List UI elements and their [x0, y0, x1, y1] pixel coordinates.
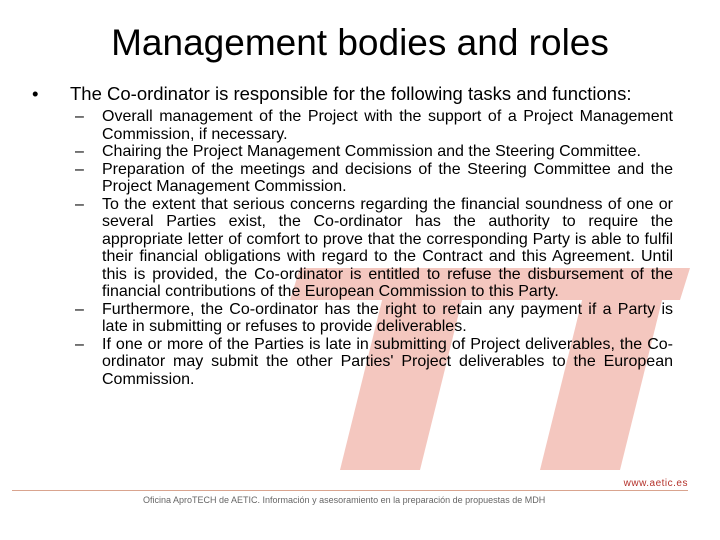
dash-marker: – [75, 108, 84, 125]
list-item [75, 301, 673, 336]
intro-bullet [32, 83, 692, 105]
dash-marker: – [75, 195, 84, 213]
footer-divider [12, 490, 688, 491]
dash-marker: – [75, 160, 84, 178]
list-item [75, 336, 673, 389]
dash-marker: – [75, 300, 84, 318]
list-item [75, 108, 673, 143]
bullet-marker: • [32, 83, 39, 104]
task-text: Preparation of the meetings and decisions of the Steering Committee and the Project Management Commission. [102, 160, 673, 195]
task-text: To the extent that serious concerns regarding the financial soundness of one or several Parties exist, the Co-ordinator has the authority to require the appropriate letter of comfort to prove that the corresponding Party is able to fulfil their financial obligations with regard to the Contract and this Agreement. Until this is provided, the Co-ordinator is entitled to refuse the disbursement of the financial contributions of the European Commission to this Party. [102, 195, 673, 300]
list-item [75, 161, 673, 196]
list-item [75, 196, 673, 301]
intro-text: The Co-ordinator is responsible for the following tasks and functions: [70, 83, 632, 104]
task-text: Furthermore, the Co-ordinator has the right to retain any payment if a Party is late in submitting or refuses to provide deliverables. [102, 300, 673, 335]
footer-text: Oficina AproTECH de AETIC. Información y asesoramiento en la preparación de propuestas de MDH [143, 495, 546, 505]
list-item [75, 143, 673, 161]
task-text: Overall management of the Project with the support of a Project Management Commission, if necessary. [102, 108, 673, 143]
slide-title: Management bodies and roles [111, 22, 609, 63]
dash-marker: – [75, 143, 84, 160]
task-list [75, 108, 673, 388]
footer-url: www.aetic.es [623, 478, 688, 489]
task-text: If one or more of the Parties is late in submitting of Project deliverables, the Co-ordinator may submit the other Parties' Project deliverables to the European Commission. [102, 335, 673, 388]
dash-marker: – [75, 335, 84, 353]
task-text: Chairing the Project Management Commission and the Steering Committee. [102, 143, 641, 160]
